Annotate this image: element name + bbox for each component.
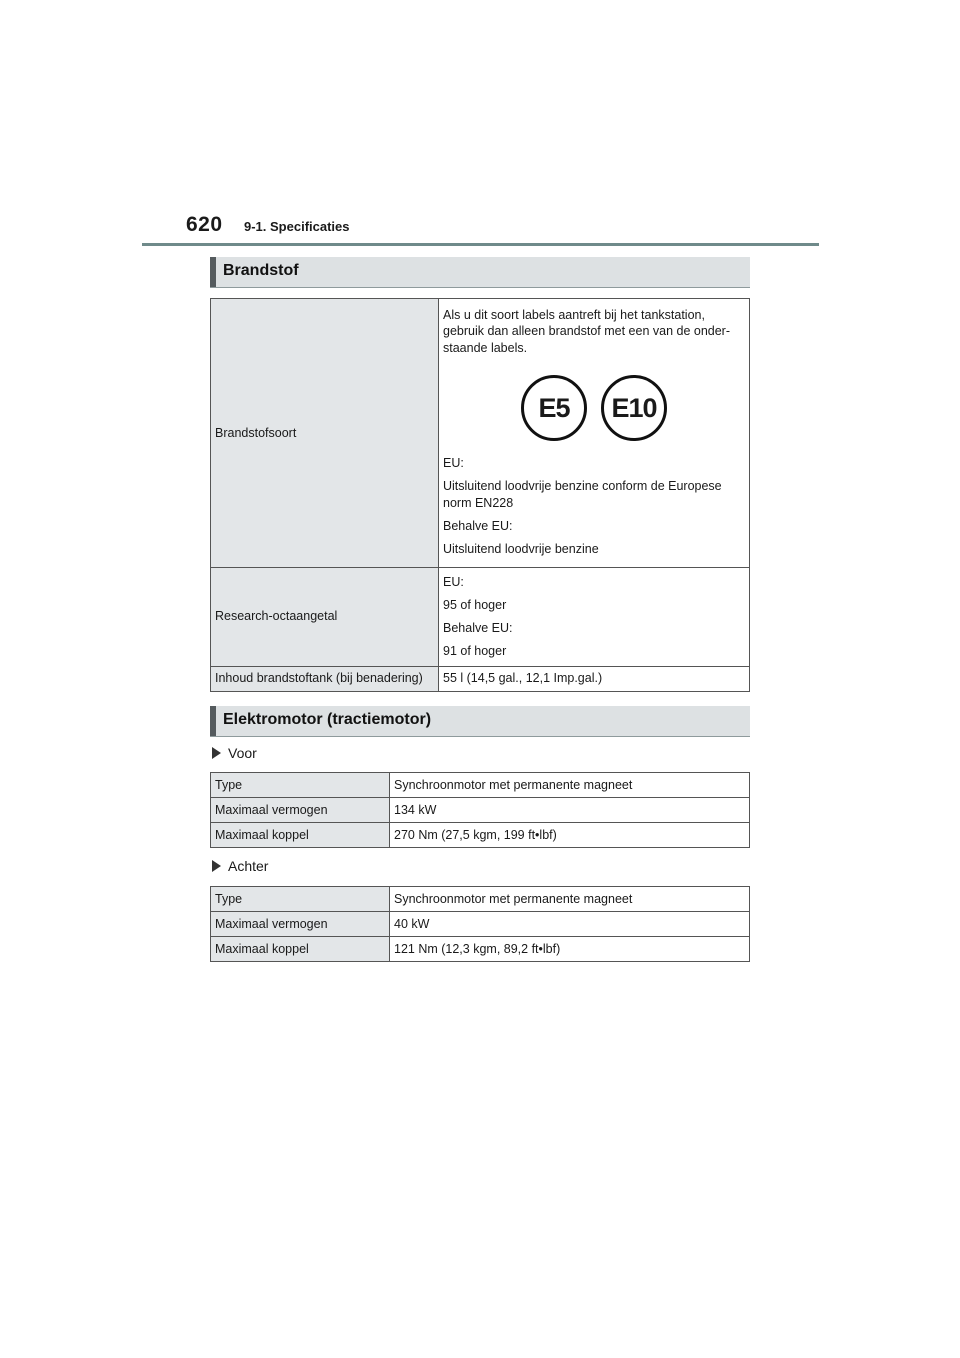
row-value: Synchroonmotor met permanente magneet <box>390 773 750 798</box>
table-row <box>211 299 750 568</box>
fuel-spec-table <box>210 298 750 692</box>
row-value: 121 Nm (12,3 kgm, 89,2 ft•lbf) <box>390 937 750 962</box>
non-eu-label: Behalve EU: <box>443 620 513 635</box>
row-label: Type <box>211 887 390 912</box>
eu-fuel-text: Uitsluitend loodvrije benzine conform de Europese norm EN228 <box>443 479 722 510</box>
table-row <box>211 823 750 848</box>
front-motor-table <box>210 772 750 848</box>
section-title: Elektromotor (tractiemotor) <box>223 711 432 728</box>
non-eu-label: Behalve EU: <box>443 518 513 533</box>
page-number: 620 <box>186 213 223 236</box>
table-row <box>211 798 750 823</box>
row-value: 40 kW <box>390 912 750 937</box>
row-label: Brandstofsoort <box>211 299 439 568</box>
e10-badge: E10 <box>601 375 667 441</box>
table-row <box>211 887 750 912</box>
eu-label: EU: <box>443 575 464 589</box>
fuel-type-value <box>439 299 750 568</box>
rear-motor-table <box>210 886 750 962</box>
eu-label: EU: <box>443 456 464 471</box>
table-row <box>211 568 750 667</box>
section-accent <box>210 257 216 287</box>
section-header-fuel <box>210 257 750 288</box>
row-value: Synchroonmotor met permanente magneet <box>390 887 750 912</box>
fuel-label-intro: Als u dit soort labels aantreft bij het tankstation, gebruik dan alleen brandstof met een van de onder-staande labels. <box>443 307 730 356</box>
header-divider <box>142 243 819 246</box>
table-row <box>211 937 750 962</box>
section-header-motor <box>210 706 750 737</box>
table-row <box>211 773 750 798</box>
table-row <box>211 912 750 937</box>
row-label: Maximaal koppel <box>211 937 390 962</box>
e5-badge: E5 <box>521 375 587 441</box>
section-accent <box>210 706 216 736</box>
non-eu-fuel-text: Uitsluitend loodvrije benzine <box>443 541 599 556</box>
row-label: Maximaal vermogen <box>211 798 390 823</box>
row-value: 134 kW <box>390 798 750 823</box>
non-eu-octane-value: 91 of hoger <box>443 643 507 658</box>
row-label: Inhoud brandstoftank (bij benadering) <box>211 666 439 691</box>
eu-octane-value: 95 of hoger <box>443 597 507 612</box>
row-value: 270 Nm (27,5 kgm, 199 ft•lbf) <box>390 823 750 848</box>
section-reference: 9-1. Specificaties <box>244 219 350 234</box>
subheading-rear <box>212 858 268 874</box>
subheading-label: Voor <box>228 745 257 761</box>
triangle-bullet-icon <box>212 860 221 872</box>
table-row <box>211 666 750 691</box>
section-title: Brandstof <box>223 262 299 279</box>
row-label: Type <box>211 773 390 798</box>
octane-value <box>439 568 750 667</box>
subheading-label: Achter <box>228 858 269 874</box>
row-label: Research-octaangetal <box>211 568 439 667</box>
triangle-bullet-icon <box>212 747 221 759</box>
row-label: Maximaal vermogen <box>211 912 390 937</box>
fuel-badges <box>443 375 745 441</box>
row-label: Maximaal koppel <box>211 823 390 848</box>
subheading-front <box>212 745 257 761</box>
tank-capacity-value: 55 l (14,5 gal., 12,1 Imp.gal.) <box>439 666 750 691</box>
